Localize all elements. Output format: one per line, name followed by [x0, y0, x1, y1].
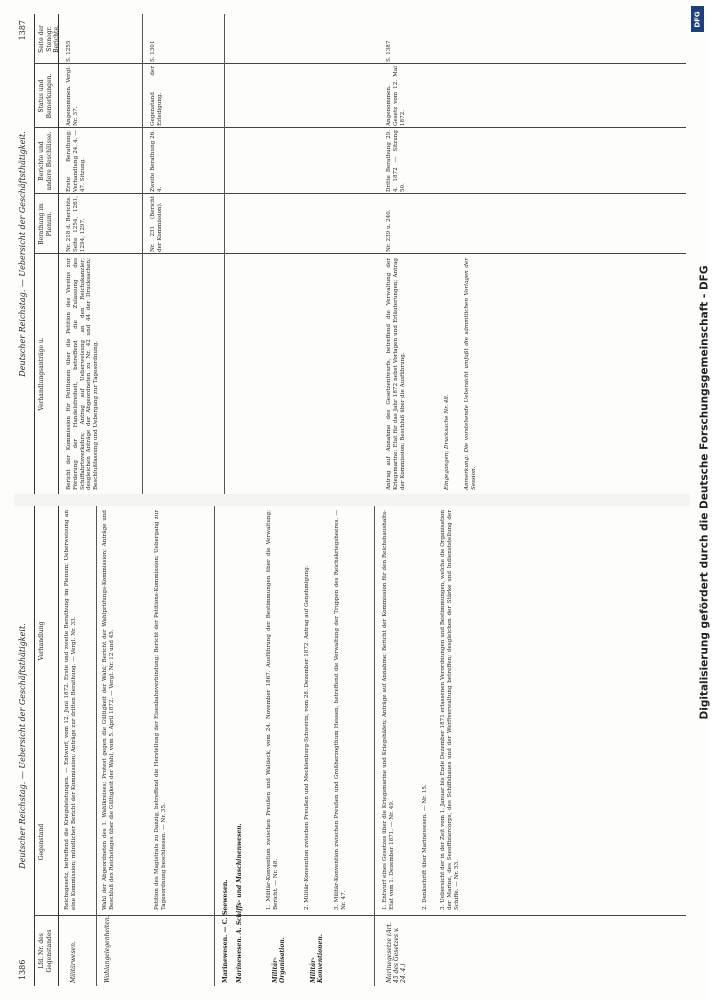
row-rule — [224, 14, 225, 494]
row-rule — [214, 506, 215, 986]
col-head-1: Lfd. Nr. des Gegenstandes — [38, 929, 53, 973]
row-rule — [142, 14, 143, 494]
cell-text: Nr. 231 (Bericht der Kommission). — [150, 196, 163, 252]
row-text: 1. Militär-Konvention zwischen Preußen und Waldeck, vom 24. November 1867. Ausführung der Bestimmungen über die Verwaltung; Bericht. — Nr. 48. — [266, 510, 279, 910]
col-head-5: Seite der Stenogr. Berichte. — [38, 25, 60, 53]
column-rule — [34, 127, 686, 128]
col-head-2: Gegenstand — [38, 823, 45, 861]
row-rule — [96, 506, 97, 986]
watermark-text: Digitalisierung gefördert durch die Deutsche Forschungsgemeinschaft - DFG — [698, 265, 711, 720]
row-text: 2. Militär-Konvention zwischen Preußen und Mecklenburg-Schwerin, vom 28. Dezember 1872. Antrag auf Genehmigung. — [304, 565, 310, 910]
row-label: Marinegesetze (Art. 45 des Gesetzes v. 24. 4.) — [386, 922, 407, 983]
column-rule — [34, 253, 686, 254]
cell-text: S. 1301 — [150, 40, 156, 62]
col-head-3: Verhandlung — [38, 621, 45, 661]
row-text: Reichsgesetz, betreffend die Kriegsleistungen. — Entwurf, vom 12. Juni 1872. Erste und zweite Berathung im Plenum; Ueberweisung an eine Kommission; mündlicher Bericht der Kommission; Anträge zur dritten Berathung. — Vergl. Nr. 33. — [64, 510, 77, 910]
cell-text: Zweite Berathung 26. 4. — [150, 130, 163, 192]
col-head-rule — [58, 14, 59, 494]
col-head-4: Status und Bemerkungen. — [38, 73, 53, 119]
subsection-heading: Marinewesen. A. Schiffs- und Maschinenwesen. — [236, 823, 243, 983]
cell-text: Angenommen. Gesetz vom 12. Mai 1872. — [386, 66, 406, 126]
cell-text: S. 1255 — [66, 40, 72, 62]
cell-text: Bericht der Kommission für Petitionen über die Petition des Vereins zur Förderung der Handelsfreiheit, betreffend die Zulassung des Schiffahrtsverkehrs; Antrag auf Ueberweisung an den Reichskanzler; desgleichen Anträge der Abgeordneten zu Nr. 42 und 44 der Drucksachen; Beschlußfassung und Uebergang zur Tagesordnung. — [66, 258, 100, 490]
column-rule — [34, 915, 686, 916]
cell-text: Gegenstand der Erledigung. — [150, 66, 163, 126]
rotated-spread — [14, 14, 690, 986]
cell-text: Nr. 239 u. 240. — [386, 209, 392, 252]
page-number: 1387 — [18, 20, 27, 41]
right-page — [14, 14, 690, 494]
section-heading: Marinewesen. — C. Seewesen. — [222, 879, 229, 983]
cell-text: S. 1387 — [386, 40, 392, 62]
row-text: 3. Militär-Konvention zwischen Preußen und Großherzogthum Hessen, betreffend die Verwaltung der Truppen des Reichskriegsheeres. — Nr. 47. — [334, 510, 347, 910]
row-text: 3. Uebersicht der in der Zeit vom 1. Januar bis Ende Dezember 1871 erlassenen Verordnungen und Bestimmungen, welche die Organisation der Marine, des Seeoffiziercorps, des Schiffsbaues und der Werftverwaltung betreffen; desgleichen der Stärke und Indienststellung der Schiffe. — Nr. 53. — [440, 510, 460, 910]
row-text: 2. Denkschrift über Marinewesen. — Nr. 15. — [422, 784, 428, 910]
col-head-rule — [58, 506, 59, 986]
head-rule — [34, 14, 35, 494]
running-title: Deutscher Reichstag. — Uebersicht der Geschäftsthätigkeit. — [18, 131, 27, 377]
row-text: Petition des Magistrats zu Danzig, betreffend die Herstellung der Eisenbahnverbindung; Bericht der Petitions-Kommission; Uebergang zur Tagesordnung beschlossen. — Nr. 35. — [154, 510, 167, 910]
running-head — [16, 14, 34, 494]
logo-text: DFG — [693, 10, 701, 28]
dfg-watermark — [691, 6, 711, 994]
column-rule — [34, 193, 686, 194]
page-number: 1386 — [18, 959, 27, 980]
col-head-3: Berichte und andere Beschlüsse. — [38, 131, 53, 191]
row-text: 1. Entwurf eines Gesetzes über die Kriegsmarine und Kriegshäfen; Anträge auf Annahme; Bericht der Kommission für den Reichshaushalts-Etat vom 1. Dezember 1871. — Nr. 49. — [382, 510, 395, 910]
subsection-heading: Militär-Konventionen. — [310, 934, 324, 983]
dfg-logo — [691, 6, 704, 32]
subsection-heading: Militär-Organisation. — [272, 937, 286, 983]
row-text: Wahl der Abgeordneten des 1. Wahlkreises; Protest gegen die Gültigkeit der Wahl; Bericht der Wahlprüfungs-Kommission; Anträge und Beschluß des Reichstages über die Gültigkeit der Wahl, vom 5. April 1872. — Vergl. Nr. 12 und 45. — [102, 510, 115, 910]
col-head-2: Berathung im Plenum. — [38, 203, 53, 245]
running-head — [16, 506, 34, 986]
cell-text: Dritte Berathung 29. 4. 1872 — Sitzung 50. — [386, 130, 406, 192]
row-label: Wahlangelegenheiten. — [104, 915, 111, 983]
cell-text: Angenommen. Vergl. Nr. 37. — [66, 66, 79, 126]
running-title: Deutscher Reichstag. — Uebersicht der Geschäftsthätigkeit. — [18, 623, 27, 869]
cell-text: Erste Berathung; Verhandlung 24. 4. — 47. Sitzung. — [66, 130, 86, 192]
col-head-1: Verhandlungsanträge u. — [38, 337, 45, 411]
cell-text: Antrag auf Annahme des Gesetzentwurfs, betreffend die Verwaltung der Kriegsmarine; Etat für das Jahr 1872 nebst Vorlagen und Erläuterungen; Antrag der Kommission; Beschluß über die Ausführung. — [386, 258, 406, 490]
head-rule — [34, 506, 35, 986]
row-rule — [374, 506, 375, 986]
cell-text: Nr. 218 d. Berichts. Seite 1254, 1261, 1294, 1297. — [66, 196, 86, 252]
footnote: Anmerkung: Die vorstehende Uebersicht umfaßt die sämmtlichen Vorlagen der Session. — [464, 258, 477, 490]
page-gutter — [14, 494, 690, 506]
small-note: Eingegangen; Drucksache Nr. 48. — [444, 394, 450, 490]
row-label: Militärwesen. — [70, 941, 77, 983]
column-rule — [34, 63, 686, 64]
left-page — [14, 506, 690, 986]
